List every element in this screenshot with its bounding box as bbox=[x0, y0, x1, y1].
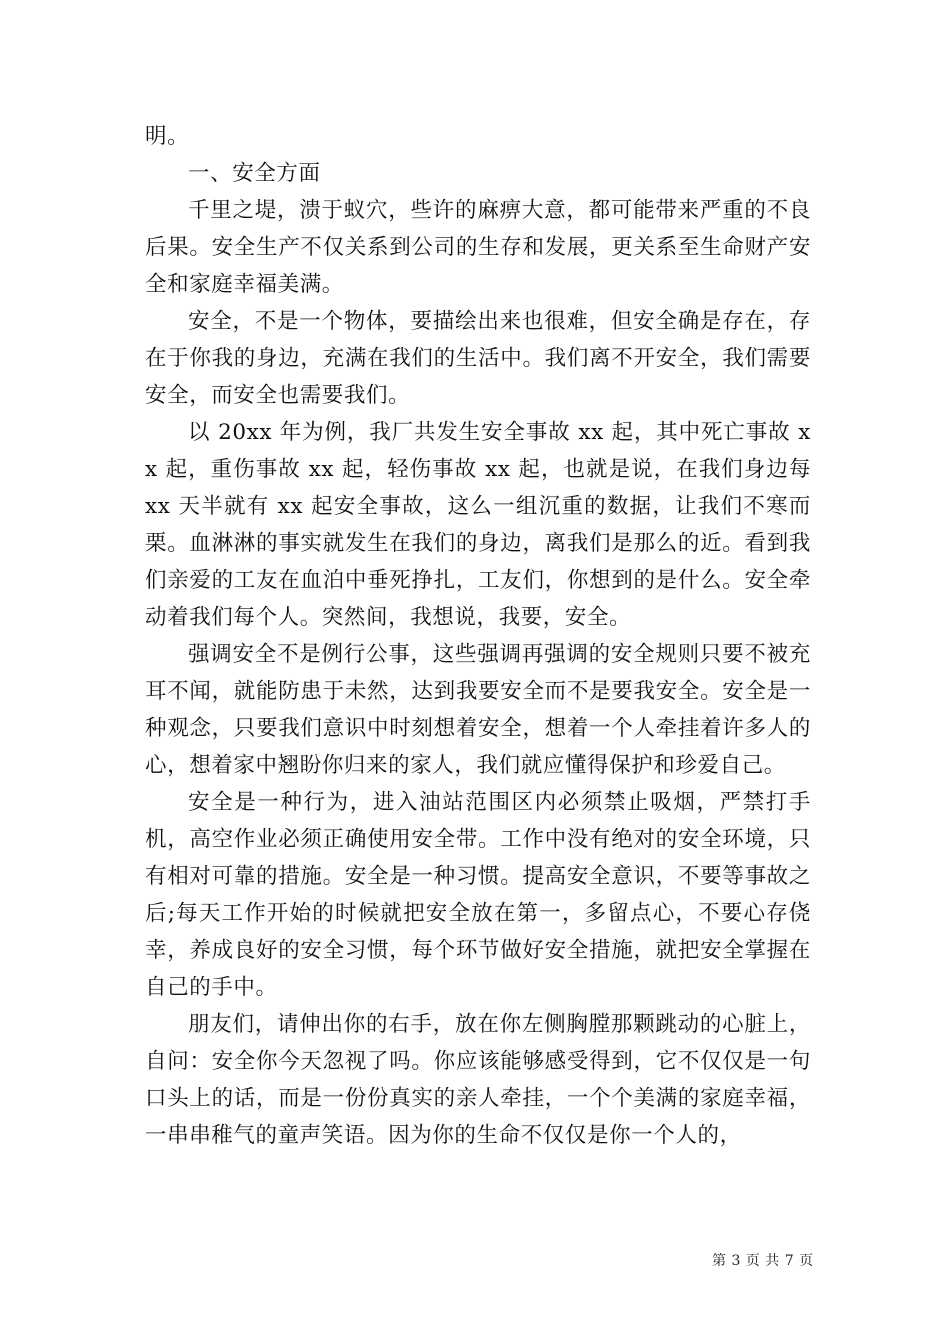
paragraph-safety-behavior: 安全是一种行为，进入油站范围区内必须禁止吸烟，严禁打手机，高空作业必须正确使用安全带。工作中没有绝对的安全环境，只有相对可靠的措施。安全是一种习惯。提高安全意识，不要等事故之后;每天工作开始的时候就把安全放在第一，多留点心，不要心存侥幸，养成良好的安全习惯，每个环节做好安全措施，就把安全掌握在自己的手中。 bbox=[145, 790, 811, 1000]
paragraph-safety-concept: 强调安全不是例行公事，这些强调再强调的安全规则只要不被充耳不闻，就能防患于未然，达到我要安全而不是要我安全。安全是一种观念，只要我们意识中时刻想着安全，想着一个人牵挂着许多人的心，想着家中翘盼你归来的家人，我们就应懂得保护和珍爱自己。 bbox=[145, 642, 811, 778]
paragraph-ant-hole: 千里之堤，溃于蚁穴，些许的麻痹大意，都可能带来严重的不良后果。安全生产不仅关系到公司的生存和发展，更关系至生命财产安全和家庭幸福美满。 bbox=[145, 198, 811, 297]
section-heading-safety: 一、安全方面 bbox=[188, 161, 321, 186]
paragraph-accident-statistics: 以 20xx 年为例，我厂共发生安全事故 xx 起，其中死亡事故 xx 起，重伤事故 xx 起，轻伤事故 xx 起，也就是说，在我们身边每 xx 天半就有 xx 起安全事故，这么一组沉重的数据，让我们不寒而栗。血淋淋的事实就发生在我们的身边，离我们是那么的近。看到我们亲爱的工友在血泊中垂死挣扎，工友们，你想到的是什么。安全牵动着我们每个人。突然间，我想说，我要，安全。 bbox=[145, 420, 811, 630]
document-body bbox=[145, 118, 811, 1154]
page-number-footer: 第 3 页 共 7 页 bbox=[712, 1253, 814, 1269]
paragraph-friends-appeal: 朋友们，请伸出你的右手，放在你左侧胸膛那颗跳动的心脏上，自问：安全你今天忽视了吗。你应该能够感受得到，它不仅仅是一句口头上的话，而是一份份真实的亲人牵挂，一个个美满的家庭幸福，一串串稚气的童声笑语。因为你的生命不仅仅是你一个人的， bbox=[145, 1012, 811, 1148]
paragraph-continuation: 明。 bbox=[145, 124, 190, 149]
paragraph-safety-exists: 安全，不是一个物体，要描绘出来也很难，但安全确是存在，存在于你我的身边，充满在我们的生活中。我们离不开安全，我们需要安全，而安全也需要我们。 bbox=[145, 309, 811, 408]
